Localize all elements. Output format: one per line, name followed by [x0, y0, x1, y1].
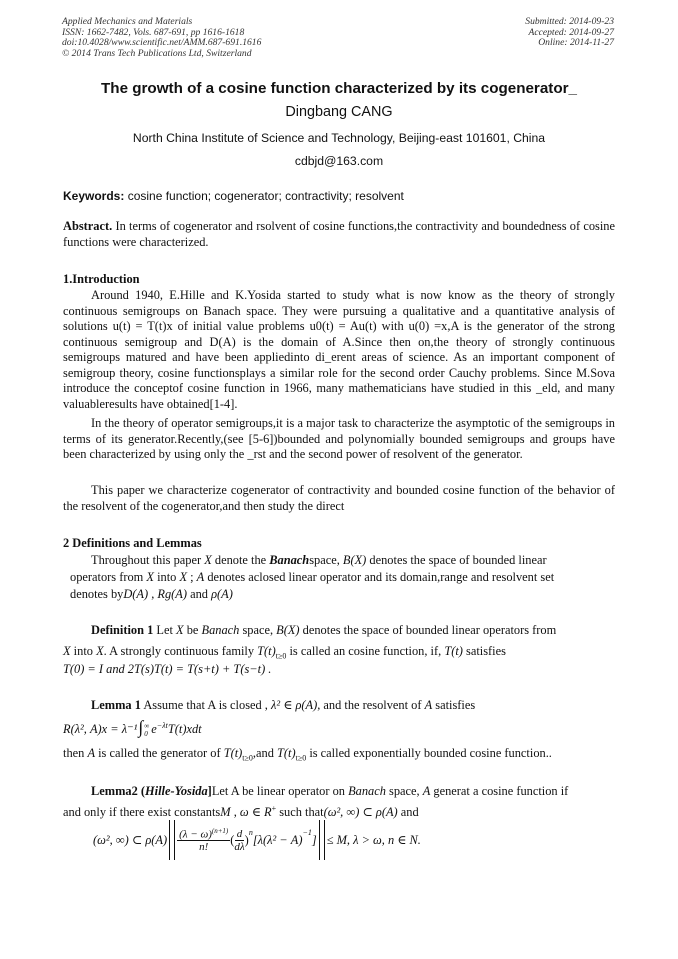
defs-line-1: Throughout this paper X denote the Banachspace, B(X) denotes the space of bounded linear: [91, 553, 547, 567]
doi-line: doi:10.4028/www.scientific.net/AMM.687-691.1616: [62, 37, 262, 49]
fraction-1: $\frac{(\lambda - \omega)^{(n+1)}}{n!}$: [179, 826, 229, 854]
issn-line: ISSN: 1662-7482, Vols. 687-691, pp 1616-1618: [62, 26, 245, 38]
intro-paragraph-2: In the theory of operator semigroups,it is a major task to characterize the asymptotic of the semigroups in terms of its generator.Recently,(see [5-6])bounded and polynomially bounded semigroups and groups have been characterized by using only the _rst and the second power of resolvent of the generator.: [63, 416, 615, 461]
author-email: cdbjd@163.com: [294, 154, 384, 168]
defs-line-3: denotes byD(A) , Rg(A) and ρ(A): [70, 587, 233, 601]
abstract: [63, 219, 615, 250]
copyright-line: © 2014 Trans Tech Publications Ltd, Switzerland: [62, 47, 252, 59]
lemma-1-equation: R(λ², A)x = λ⁻¹∫ ∞ 0 $e^{-\lambda t}T(t)xdt$: [63, 717, 202, 739]
submitted-date: Submitted: 2014-09-23: [525, 16, 614, 27]
section-2-heading: 2 Definitions and Lemmas: [63, 536, 202, 550]
lemma-2-equation: (ω², ∞) ⊂ ρ(A) $\frac{(\lambda - \omega)^{(n+1)}}{n!}$ ( $\frac{d}{d\lambda}$ ) $^n$ [λ(λ² − A) $^{-1}$ ] ≤ M, λ > ω, n ∈ N.: [93, 818, 421, 862]
definition-1-line-2: X into X. A strongly continuous family $T(t)_{t\ge 0}$ is called an cosine function, if, T(t) satisfies: [63, 644, 506, 661]
lemma-2-line-2: and only if there exist constantsM , ω ∈ R+ such that(ω², ∞) ⊂ ρ(A) and: [63, 804, 419, 820]
keywords-label: Keywords:: [63, 189, 125, 203]
keywords: [63, 189, 404, 203]
defs-line-2: operators from X into X ; A denotes aclosed linear operator and its domain,range and resolvent set: [70, 570, 555, 584]
norm-bar-left: [169, 820, 175, 860]
abstract-label: Abstract.: [63, 219, 113, 233]
lemma-1-line-3: then A is called the generator of $T(t)_{t\ge 0},and$ $T(t)_{t\ge 0}$ is called exponentially bounded cosine function..: [63, 746, 552, 763]
author-name: Dingbang CANG: [285, 104, 393, 120]
online-date: Online: 2014-11-27: [538, 37, 614, 49]
keywords-text: cosine function; cogenerator; contractivity; resolvent: [124, 189, 404, 203]
journal-name: Applied Mechanics and Materials: [62, 16, 193, 27]
fraction-2: $\frac{d}{d\lambda}$: [234, 827, 245, 853]
lemma-2-line-1: Lemma2 (Hille-Yosida]Let A be linear operator on Banach space, A generat a cosine function if: [91, 784, 569, 798]
accepted-date: Accepted: 2014-09-27: [528, 26, 614, 38]
paper-title: The growth of a cosine function characterized by its cogenerator_: [101, 80, 577, 97]
journal-info: [62, 17, 261, 59]
dates-info: [525, 17, 614, 49]
affiliation: North China Institute of Science and Technology, Beijing-east 101601, China: [132, 131, 546, 145]
intro-paragraph-1: Around 1940, E.Hille and K.Yosida started to study what is now know as the theory of strongly continuous semigroups on Banach space. They were pursuing a qualitative and a quantitative analysis of solutions u(t) = T(t)x of initial value problems u0(t) = Au(t) with u(0) =x,A is the generator of the strong continuous semigroup and D(A) is the domain of A.Since then on,the theory of strongly continuous semigroups matured and have been appliedinto di_erent areas of science. As an important component of semigroup theory, cosine functionsplays a similar role for the second order Cauchy problems. Since M.Sova introduce the conceptof cosine function in 1966, many mathematicians have studied in this _eld, and many valuableresults have obtained[1-4].: [63, 288, 615, 411]
intro-paragraph-3: This paper we characterize cogenerator of contractivity and bounded cosine function of the behavior of the resolvent of the cogenerator,and then study the direct: [63, 483, 615, 513]
abstract-text: In terms of cogenerator and rsolvent of cosine functions,the contractivity and boundedness of cosine functions were characterized.: [63, 219, 615, 249]
definition-1-line-1: Definition 1 Let X be Banach space, B(X) denotes the space of bounded linear operators from: [91, 623, 557, 637]
norm-bar-right: [319, 820, 325, 860]
lemma-1-line-1: Lemma 1 Assume that A is closed , λ² ∈ ρ(A), and the resolvent of A satisfies: [91, 698, 476, 712]
intro-heading: 1.Introduction: [63, 272, 140, 286]
definition-1-equation: T(0) = I and 2T(s)T(t) = T(s+t) + T(s−t) .: [63, 662, 272, 676]
